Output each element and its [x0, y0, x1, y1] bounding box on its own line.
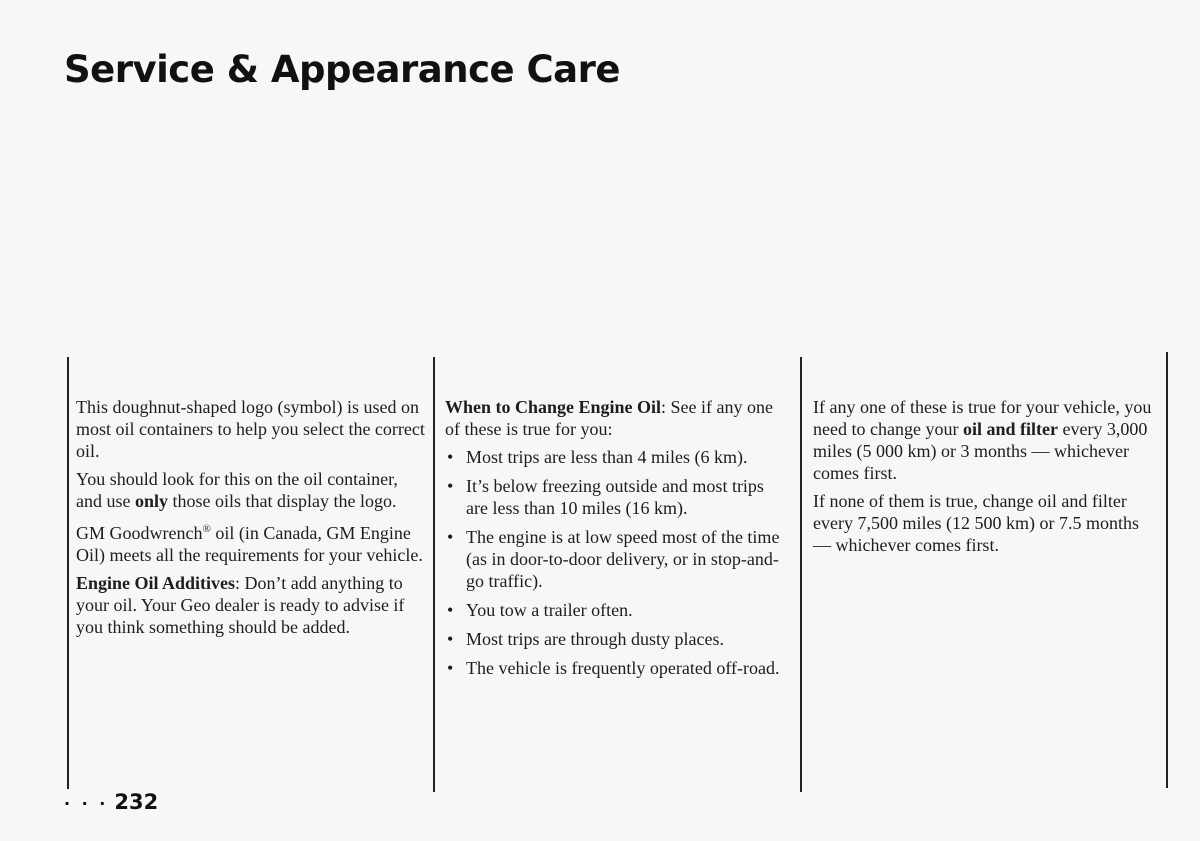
only-emphasis: only [134, 491, 168, 511]
column-divider-left [67, 357, 69, 789]
column-divider-mid1 [433, 357, 435, 792]
oil-filter-emphasis: oil and filter [962, 419, 1058, 439]
column-divider-right [1166, 352, 1168, 788]
column-when-to-change [445, 396, 790, 686]
column-divider-mid2 [800, 357, 802, 792]
column-change-interval [813, 396, 1158, 562]
list-item: • The vehicle is frequently operated off-road. [445, 657, 790, 679]
page-number [64, 790, 158, 814]
long-interval-paragraph: If none of them is true, change oil and filter every 7,500 miles (12 500 km) or 7.5 months — whichever comes first. [813, 491, 1139, 555]
page-title: Service & Appearance Care [64, 48, 620, 91]
list-item: • You tow a trailer often. [445, 599, 790, 621]
list-item: • Most trips are less than 4 miles (6 km). [445, 446, 790, 468]
goodwrench-paragraph: GM Goodwrench® oil (in Canada, GM Engine Oil) meets all the requirements for your vehicle. [76, 523, 423, 565]
logo-paragraph: This doughnut-shaped logo (symbol) is used on most oil containers to help you select the correct oil. [76, 397, 425, 461]
list-item: • Most trips are through dusty places. [445, 628, 790, 650]
when-to-change-intro: When to Change Engine Oil: See if any one of these is true for you: [445, 397, 774, 439]
short-interval-paragraph: If any one of these is true for your vehicle, you need to change your oil and filter every 3,000 miles (5 000 km) or 3 months — whichever comes first. [813, 397, 1152, 483]
page-number-value: 232 [114, 790, 159, 814]
column-oil-logo [76, 396, 426, 644]
registered-mark: ® [202, 523, 211, 535]
additives-heading: Engine Oil Additives [76, 573, 236, 593]
look-for-logo-paragraph: You should look for this on the oil container, and use only those oils that display the logo. [76, 469, 398, 511]
list-item: • The engine is at low speed most of the time (as in door-to-door delivery, or in stop-and-go traffic). [445, 526, 790, 592]
list-item: • It’s below freezing outside and most trips are less than 10 miles (16 km). [445, 475, 790, 519]
page-number-dots: · · · [64, 794, 109, 813]
when-to-change-heading: When to Change Engine Oil [445, 397, 662, 417]
additives-paragraph: Engine Oil Additives: Don’t add anything to your oil. Your Geo dealer is ready to advise if you think something should be added. [76, 573, 405, 637]
conditions-list [445, 446, 790, 679]
